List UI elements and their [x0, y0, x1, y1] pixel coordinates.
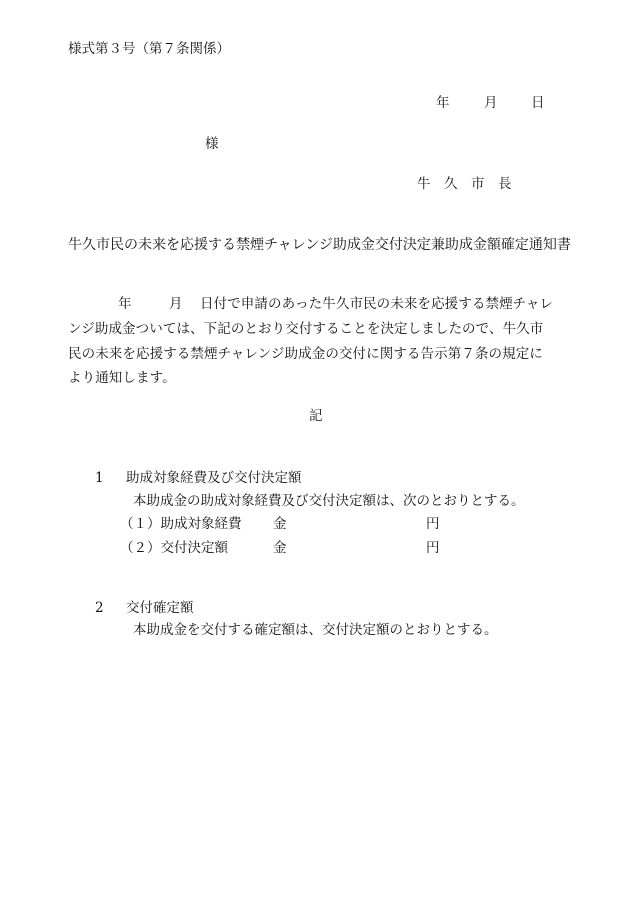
- section-2-heading: 交付確定額: [126, 600, 194, 616]
- body-month: 月: [169, 296, 183, 312]
- item-2-en: 円: [426, 540, 440, 556]
- item-1-en: 円: [426, 516, 440, 532]
- recipient-honorific: 様: [205, 136, 219, 152]
- body-line-1: 日付で申請のあった牛久市民の未来を応援する禁煙チャレ: [200, 296, 554, 312]
- section-2-number: 2: [95, 600, 104, 616]
- item-1-label: （１）助成対象経費: [120, 516, 242, 532]
- item-2-label: （２）交付決定額: [120, 540, 228, 556]
- body-line-3: 民の未来を応援する禁煙チャレンジ助成金の交付に関する告示第７条の規定に: [68, 346, 543, 362]
- section-1-description: 本助成金の助成対象経費及び交付決定額は、次のとおりとする。: [133, 493, 525, 509]
- body-line-4: より通知します。: [68, 370, 176, 386]
- sender-name: 牛 久 市 長: [417, 176, 512, 192]
- item-2-kin: 金: [273, 540, 287, 556]
- ki-heading: 記: [309, 408, 323, 424]
- document-title: 牛久市民の未来を応援する禁煙チャレンジ助成金交付決定兼助成金額確定通知書: [68, 237, 571, 253]
- section-2-description: 本助成金を交付する確定額は、交付決定額のとおりとする。: [133, 622, 498, 638]
- form-label: 様式第３号（第７条関係）: [68, 41, 230, 57]
- date-year: 年: [436, 95, 450, 111]
- item-1-kin: 金: [273, 516, 287, 532]
- section-1-heading: 助成対象経費及び交付決定額: [126, 470, 302, 486]
- section-1-number: 1: [95, 470, 104, 486]
- body-line-2: ンジ助成金ついては、下記のとおり交付することを決定しましたので、牛久市: [68, 321, 544, 337]
- body-year: 年: [118, 296, 132, 312]
- date-day: 日: [531, 95, 545, 111]
- date-month: 月: [484, 95, 498, 111]
